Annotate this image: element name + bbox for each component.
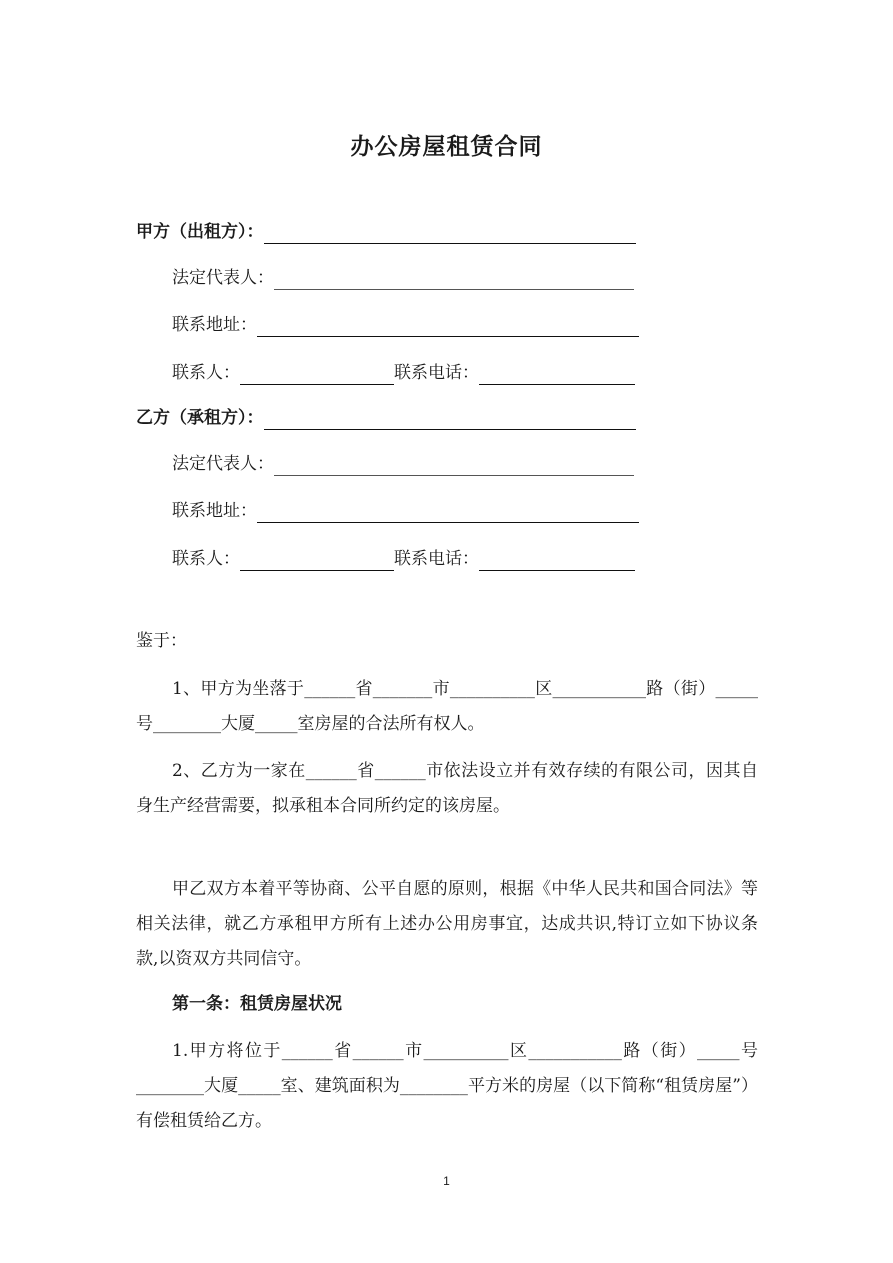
party-a-addr-label: 联系地址： [172, 315, 257, 335]
party-b-rep-line [172, 452, 634, 476]
party-a-rep-line [172, 266, 634, 290]
party-a-contact-blank[interactable] [240, 366, 394, 385]
party-b-phone-label: 联系电话： [394, 549, 479, 569]
whereas-label: 鉴于： [136, 631, 187, 651]
party-a-rep-label: 法定代表人： [172, 268, 274, 288]
party-b-contact-blank[interactable] [240, 552, 394, 571]
party-b-name-blank[interactable] [264, 411, 636, 430]
party-a-rep-blank[interactable] [274, 271, 634, 290]
party-b-line [136, 406, 636, 430]
party-a-contact-line [172, 361, 635, 385]
article-1-clause-1: 1.甲方将位于______省______市__________区___________路（街）_____号________大厦_____室、建筑面积为________平方米的房屋（以下简称“租赁房屋”）有偿租赁给乙方。 [136, 1041, 758, 1131]
party-a-phone-label: 联系电话： [394, 363, 479, 383]
party-b-phone-blank[interactable] [479, 552, 635, 571]
party-b-contact-label: 联系人： [172, 549, 240, 569]
document-title: 办公房屋租赁合同 [350, 134, 543, 160]
intro-paragraph: 甲乙双方本着平等协商、公平自愿的原则，根据《中华人民共和国合同法》等相关法律，就乙方承租甲方所有上述办公用房事宜，达成共识,特订立如下协议条款,以资双方共同信守。 [136, 879, 758, 969]
party-a-name-blank[interactable] [264, 225, 636, 244]
article-1-heading: 第一条：租赁房屋状况 [172, 994, 342, 1014]
party-a-contact-label: 联系人： [172, 363, 240, 383]
party-b-rep-blank[interactable] [274, 457, 634, 476]
party-a-addr-blank[interactable] [257, 318, 639, 337]
party-b-rep-label: 法定代表人： [172, 454, 274, 474]
whereas-item-2: 2、乙方为一家在______省______市依法设立并有效存续的有限公司，因其自身生产经营需要，拟承租本合同所约定的该房屋。 [136, 761, 758, 816]
party-a-phone-blank[interactable] [479, 366, 635, 385]
party-b-heading: 乙方（承租方）： [136, 408, 264, 428]
party-b-contact-line [172, 547, 635, 571]
party-a-line [136, 220, 636, 244]
party-a-heading: 甲方（出租方）： [136, 222, 264, 242]
party-a-addr-line [172, 313, 639, 337]
party-b-addr-line [172, 499, 639, 523]
page-number: 1 [443, 1174, 450, 1188]
whereas-item-1: 1、甲方为坐落于______省_______市__________区___________路（街）_____号________大厦_____室房屋的合法所有权人。 [136, 679, 758, 734]
party-b-addr-blank[interactable] [257, 504, 639, 523]
party-b-addr-label: 联系地址： [172, 501, 257, 521]
